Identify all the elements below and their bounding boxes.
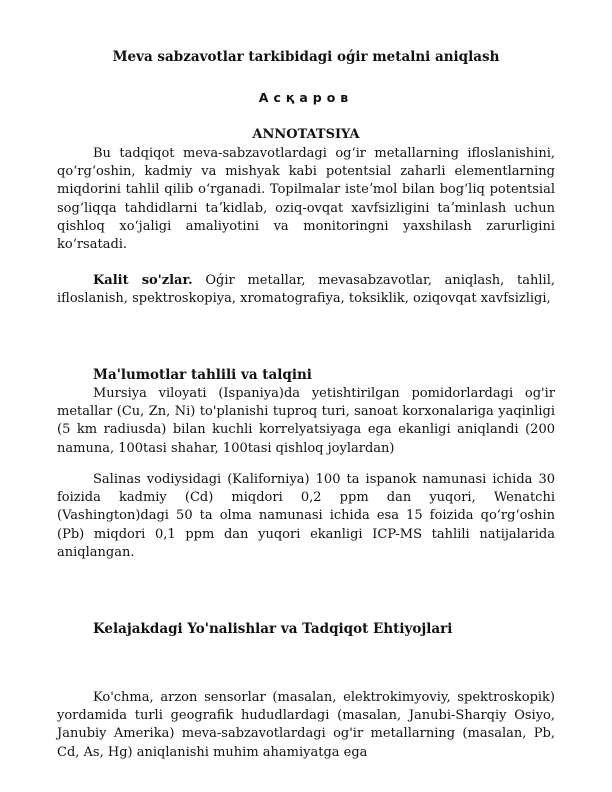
keywords-label: Kalit so'zlar. [93, 273, 193, 288]
annotation-heading: ANNOTATSIYA [252, 127, 360, 142]
data-analysis-paragraph-1: Mursiya viloyati (Ispaniya)da yetishtirilgan pomidorlardagi og'ir metallar (Cu, Zn, Ni) to'planishi tuproq turi, sanoat korxonalariga yaqinligi (5 km radiusda) bilan kuchli korrelyatsiyaga ega ekanligi aniqlandi (200 namuna, 100tasi shahar, 100tasi qishloq joylardan) [57, 386, 555, 456]
section-heading-data-analysis: Ma'lumotlar tahlili va talqini [93, 367, 312, 383]
data-analysis-paragraph-2: Salinas vodiysidagi (Kaliforniya) 100 ta ispanok namunasi ichida 30 foizida kadmiy (Cd) miqdori 0,2 ppm dan yuqori, Wenatchi (Vashington)dagi 50 ta olma namunasi ichida esa 15 foizida qoʻrgʻoshin (Pb) miqdori 0,1 ppm dan yuqori ekanligi ICP-MS tahlili natijalarida aniqlangan. [57, 472, 555, 560]
author-name: Асқаров [258, 90, 354, 105]
future-directions-paragraph: Ko'chma, arzon sensorlar (masalan, elektrokimyoviy, spektroskopik) yordamida turli geografik hududlardagi (masalan, Janubi-Sharqiy Osiyo, Janubiy Amerika) meva-sabzavotlardagi og'ir metallarning (masalan, Pb, Cd, As, Hg) aniqlanishi muhim ahamiyatga ega [57, 690, 555, 760]
keywords-text: Oǵir metallar, mevasabzavotlar, aniqlash, tahlil, ifloslanish, spektroskopiya, xromatografiya, toksiklik, oziqovqat xavfsizligi, [57, 273, 555, 307]
document-title: Meva sabzavotlar tarkibidagi oǵir metalni aniqlash [112, 49, 500, 65]
annotation-paragraph: Bu tadqiqot meva-sabzavotlardagi ogʻir metallarning ifloslanishini, qoʻrgʻoshin, kadmiy va mishyak kabi potentsial zaharli elementlarning miqdorini tahlil qilib oʻrganadi. Topilmalar isteʼmol bilan bogʻliq potentsial sogʻliqqa tahdidlarni taʼkidlab, oziq-ovqat xavfsizligini taʼminlash uchun qishloq xoʻjaligi amaliyotini va monitoringni yaxshilash zarurligini koʻrsatadi. [57, 146, 555, 253]
section-heading-future-directions: Kelajakdagi Yo'nalishlar va Tadqiqot Ehtiyojlari [93, 621, 453, 637]
keywords-paragraph [57, 272, 555, 308]
